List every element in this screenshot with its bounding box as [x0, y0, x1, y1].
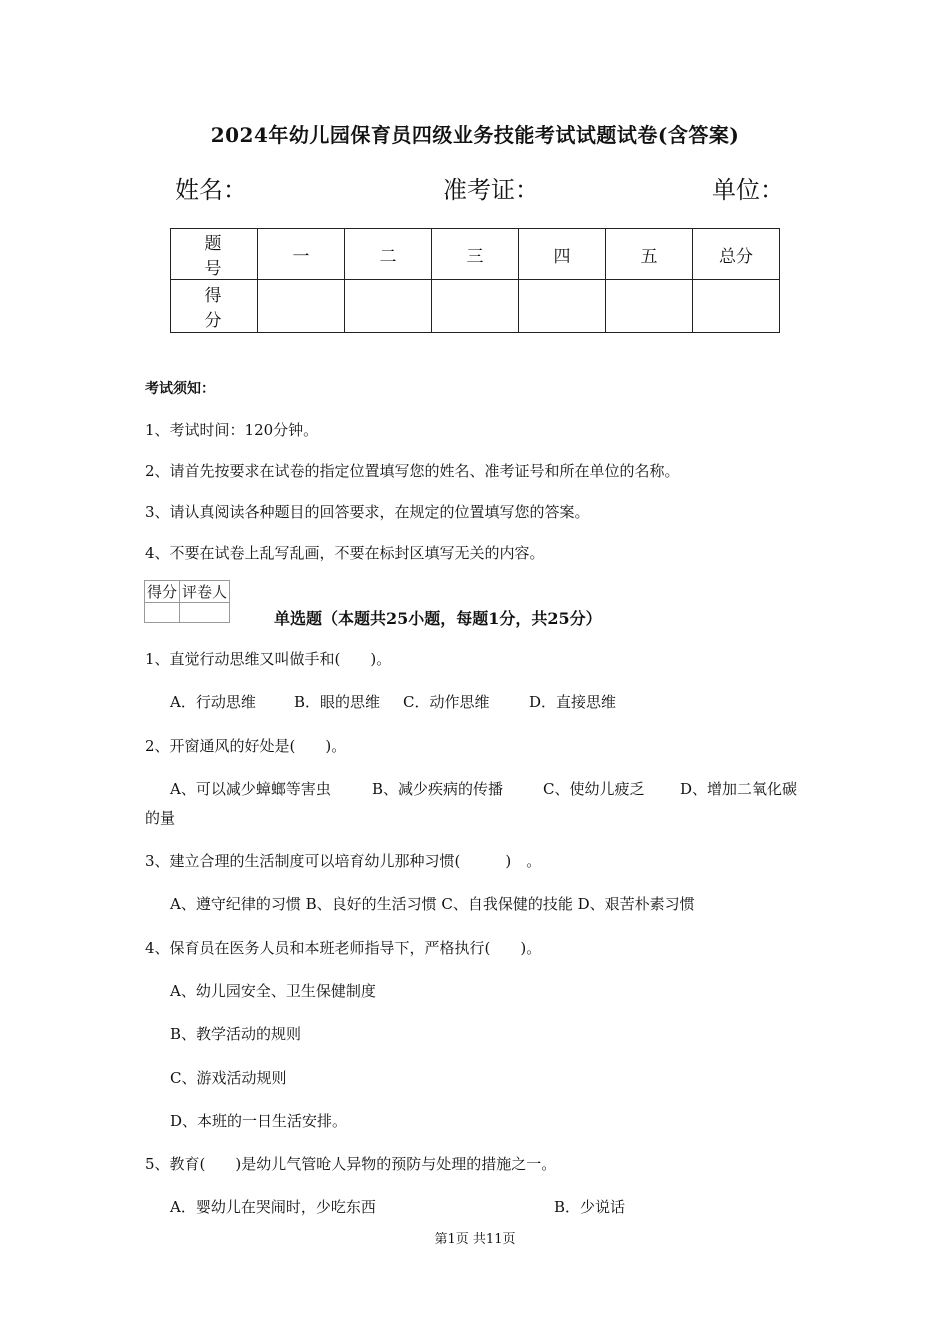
- score-cell[interactable]: [606, 280, 693, 333]
- score-row-header: 得 分: [171, 280, 258, 333]
- answer-option: A、幼儿园安全、卫生保健制度: [170, 982, 376, 1000]
- answer-option: A．行动思维: [170, 693, 256, 711]
- answer-option: B．少说话: [554, 1198, 626, 1216]
- answer-option: B、教学活动的规则: [170, 1025, 302, 1043]
- page-footer: 第1页 共11页: [434, 1232, 516, 1247]
- answer-option: D、增加二氧化碳: [680, 780, 798, 798]
- answer-option: B．眼的思维: [294, 693, 381, 711]
- unit-field-label: 单位：: [712, 176, 784, 204]
- section-title: 单选题（本题共25小题，每题1分，共25分）: [274, 609, 602, 628]
- question-stem: 1、直觉行动思维又叫做手和( )。: [145, 650, 392, 668]
- grader-score-label: 得分: [145, 581, 180, 603]
- score-table: [170, 228, 780, 333]
- score-cell[interactable]: [258, 280, 345, 333]
- score-cell[interactable]: [432, 280, 519, 333]
- answer-options-line: A、遵守纪律的习惯 B、良好的生活习惯 C、自我保健的技能 D、艰苦朴素习惯: [170, 895, 695, 913]
- score-cell[interactable]: [519, 280, 606, 333]
- score-cell-total[interactable]: [693, 280, 780, 333]
- column-header-total: 总分: [693, 229, 780, 280]
- answer-option: D、本班的一日生活安排。: [170, 1112, 348, 1130]
- score-cell[interactable]: [345, 280, 432, 333]
- notice-item: 1、考试时间：120分钟。: [145, 421, 319, 439]
- question-number-header: 题 号: [171, 229, 258, 280]
- column-header: 三: [432, 229, 519, 280]
- answer-option: D．直接思维: [529, 693, 617, 711]
- exam-id-field-label: 准考证：: [443, 176, 539, 204]
- column-header: 二: [345, 229, 432, 280]
- grader-score-cell[interactable]: [145, 603, 180, 623]
- notice-item: 2、请首先按要求在试卷的指定位置填写您的姓名、准考证号和所在单位的名称。: [145, 462, 680, 480]
- notice-title: 考试须知：: [145, 381, 215, 397]
- column-header: 四: [519, 229, 606, 280]
- answer-option: C、使幼儿疲乏: [543, 780, 645, 798]
- answer-option: C．动作思维: [403, 693, 490, 711]
- answer-option-continuation: 的量: [145, 809, 176, 827]
- answer-option: A、可以减少蟑螂等害虫: [170, 780, 331, 798]
- notice-item: 4、不要在试卷上乱写乱画，不要在标封区填写无关的内容。: [145, 544, 545, 562]
- grader-box: [144, 580, 230, 623]
- answer-option: C、游戏活动规则: [170, 1069, 287, 1087]
- grader-reviewer-label: 评卷人: [180, 581, 230, 603]
- notice-item: 3、请认真阅读各种题目的回答要求，在规定的位置填写您的答案。: [145, 503, 590, 521]
- question-stem: 4、保育员在医务人员和本班老师指导下，严格执行( )。: [145, 939, 542, 957]
- page-title: 2024年幼儿园保育员四级业务技能考试试题试卷(含答案): [210, 123, 740, 147]
- grader-reviewer-cell[interactable]: [180, 603, 230, 623]
- answer-option: B、减少疾病的传播: [372, 780, 504, 798]
- column-header: 一: [258, 229, 345, 280]
- question-stem: 5、教育( )是幼儿气管呛人异物的预防与处理的措施之一。: [145, 1155, 557, 1173]
- question-stem: 3、建立合理的生活制度可以培育幼儿那种习惯( ) 。: [145, 852, 542, 870]
- column-header: 五: [606, 229, 693, 280]
- name-field-label: 姓名：: [175, 176, 247, 204]
- question-stem: 2、开窗通风的好处是( )。: [145, 737, 347, 755]
- answer-option: A．婴幼儿在哭闹时，少吃东西: [170, 1198, 376, 1216]
